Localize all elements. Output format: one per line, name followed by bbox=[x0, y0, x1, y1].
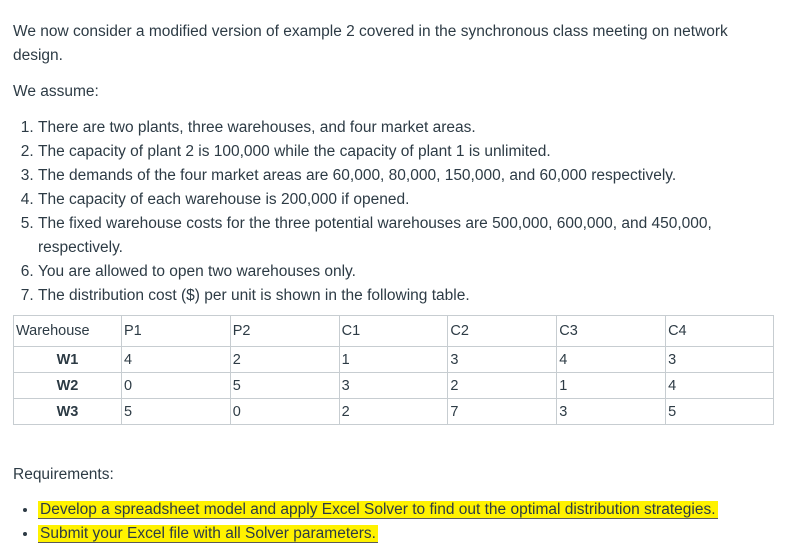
distribution-cost-table bbox=[13, 315, 774, 425]
assumption-item: 4. The capacity of each warehouse is 200,000 if opened. bbox=[38, 188, 778, 212]
table-row bbox=[14, 373, 774, 399]
highlighted-text: Develop a spreadsheet model and apply Excel Solver to find out the optimal distribution strategies. bbox=[40, 501, 716, 518]
column-header-p2: P2 bbox=[230, 316, 339, 347]
assumption-item: 1. There are two plants, three warehouses, and four market areas. bbox=[38, 116, 778, 140]
table-cell: 3 bbox=[666, 347, 774, 373]
column-header-c1: C1 bbox=[339, 316, 448, 347]
table-cell: 5 bbox=[121, 399, 230, 425]
assume-label: We assume: bbox=[13, 83, 99, 100]
table-cell: 5 bbox=[666, 399, 774, 425]
table-cell: 1 bbox=[557, 373, 666, 399]
table-cell: 2 bbox=[230, 347, 339, 373]
table-cell: 3 bbox=[339, 373, 448, 399]
table-cell: 7 bbox=[448, 399, 557, 425]
table-row bbox=[14, 399, 774, 425]
requirement-item bbox=[38, 522, 778, 546]
assumption-item: 5. The fixed warehouse costs for the three potential warehouses are 500,000, 600,000, and 450,000, respectively. bbox=[38, 212, 778, 260]
table-cell: 4 bbox=[121, 347, 230, 373]
assumptions-list bbox=[0, 116, 778, 308]
table-cell: 2 bbox=[339, 399, 448, 425]
table-cell: 1 bbox=[339, 347, 448, 373]
assumption-item: 3. The demands of the four market areas are 60,000, 80,000, 150,000, and 60,000 respectively. bbox=[38, 164, 778, 188]
column-header-warehouse: Warehouse bbox=[14, 316, 122, 347]
row-header-w3: W3 bbox=[14, 399, 122, 425]
row-header-w1: W1 bbox=[14, 347, 122, 373]
column-header-c2: C2 bbox=[448, 316, 557, 347]
table-cell: 4 bbox=[557, 347, 666, 373]
requirements-list bbox=[0, 498, 778, 546]
table-cell: 3 bbox=[557, 399, 666, 425]
assumption-item: 2. The capacity of plant 2 is 100,000 while the capacity of plant 1 is unlimited. bbox=[38, 140, 778, 164]
table-row bbox=[14, 347, 774, 373]
column-header-p1: P1 bbox=[121, 316, 230, 347]
assumption-item: 6. You are allowed to open two warehouses only. bbox=[38, 260, 778, 284]
table-cell: 0 bbox=[230, 399, 339, 425]
highlighted-text: Submit your Excel file with all Solver parameters. bbox=[40, 525, 376, 542]
row-header-w2: W2 bbox=[14, 373, 122, 399]
assumption-item: 7. The distribution cost ($) per unit is shown in the following table. bbox=[38, 284, 778, 308]
table-cell: 5 bbox=[230, 373, 339, 399]
requirements-label: Requirements: bbox=[13, 466, 114, 483]
table-cell: 4 bbox=[666, 373, 774, 399]
column-header-c4: C4 bbox=[666, 316, 774, 347]
table-cell: 3 bbox=[448, 347, 557, 373]
table-cell: 2 bbox=[448, 373, 557, 399]
table-cell: 0 bbox=[121, 373, 230, 399]
intro-paragraph: We now consider a modified version of example 2 covered in the synchronous class meeting on network design. bbox=[13, 23, 728, 64]
requirement-item bbox=[38, 498, 778, 522]
column-header-c3: C3 bbox=[557, 316, 666, 347]
table-header-row bbox=[14, 316, 774, 347]
